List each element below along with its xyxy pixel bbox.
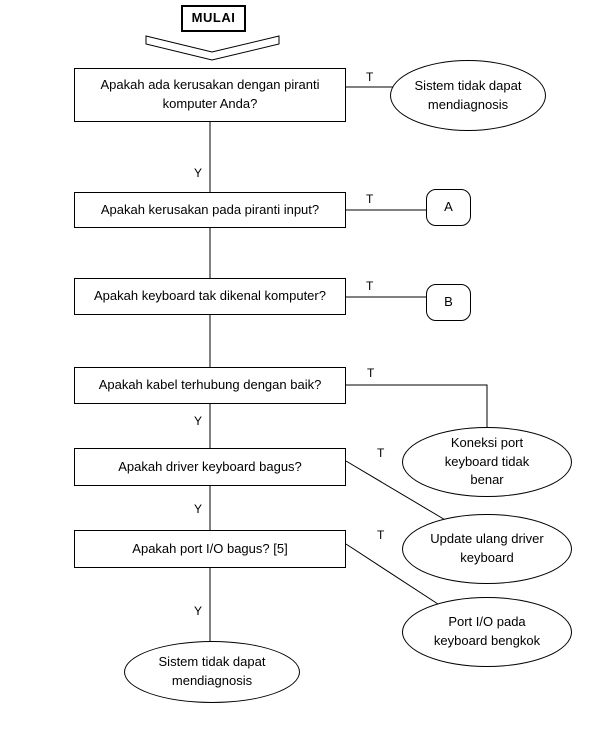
terminal-cannot-diagnose-bottom: [124, 641, 300, 703]
decision-label: Apakah kerusakan pada piranti input?: [100, 201, 320, 217]
decision-label: Apakah port I/O bagus? [5]: [132, 540, 288, 556]
terminal-label: Sistem tidak dapat mendiagnosis: [158, 654, 266, 688]
edge-label-t4: T: [367, 366, 375, 380]
terminal-cannot-diagnose-top: [390, 60, 546, 131]
offpage-connector-a: [426, 189, 471, 226]
decision-label: Apakah kabel terhubung dengan baik?: [98, 377, 322, 393]
edge-label-t1: T: [366, 70, 374, 84]
decision-cable-connected: [74, 367, 346, 404]
terminal-io-port-bent: [402, 597, 572, 667]
edge-label-y4: Y: [194, 604, 203, 618]
edge-label-t6: T: [377, 528, 385, 542]
decision-io-port-good: [74, 530, 346, 568]
edge-label-t5: T: [377, 446, 385, 460]
decision-keyboard-not-recognized: [74, 278, 346, 315]
decision-label: Apakah keyboard tak dikenal komputer?: [94, 288, 326, 304]
terminal-reinstall-driver: [402, 514, 572, 584]
terminal-label: Koneksi port keyboard tidak benar: [444, 434, 530, 488]
edge-label-y1: Y: [194, 166, 203, 180]
offpage-connector-b: [426, 284, 471, 321]
down-arrow: [146, 36, 279, 60]
offpage-label: B: [444, 294, 453, 310]
terminal-port-connection-wrong: [402, 427, 572, 497]
terminal-label: Update ulang driver keyboard: [430, 531, 544, 565]
edge-label-y2: Y: [194, 414, 203, 428]
offpage-label: A: [444, 199, 453, 215]
edge-d4-terminal2: [346, 385, 487, 427]
decision-input-device-damage: [74, 192, 346, 228]
edge-label-t3: T: [366, 279, 374, 293]
start-node: [181, 5, 246, 32]
terminal-label: Port I/O pada keyboard bengkok: [433, 614, 541, 648]
edge-label-t2: T: [366, 192, 374, 206]
decision-device-damage: [74, 68, 346, 122]
start-label: MULAI: [191, 10, 236, 26]
edge-label-y3: Y: [194, 502, 203, 516]
decision-label: Apakah ada kerusakan dengan piranti komputer Anda?: [100, 77, 320, 111]
decision-label: Apakah driver keyboard bagus?: [118, 458, 302, 474]
terminal-label: Sistem tidak dapat mendiagnosis: [414, 77, 522, 112]
decision-keyboard-driver-good: [74, 448, 346, 486]
